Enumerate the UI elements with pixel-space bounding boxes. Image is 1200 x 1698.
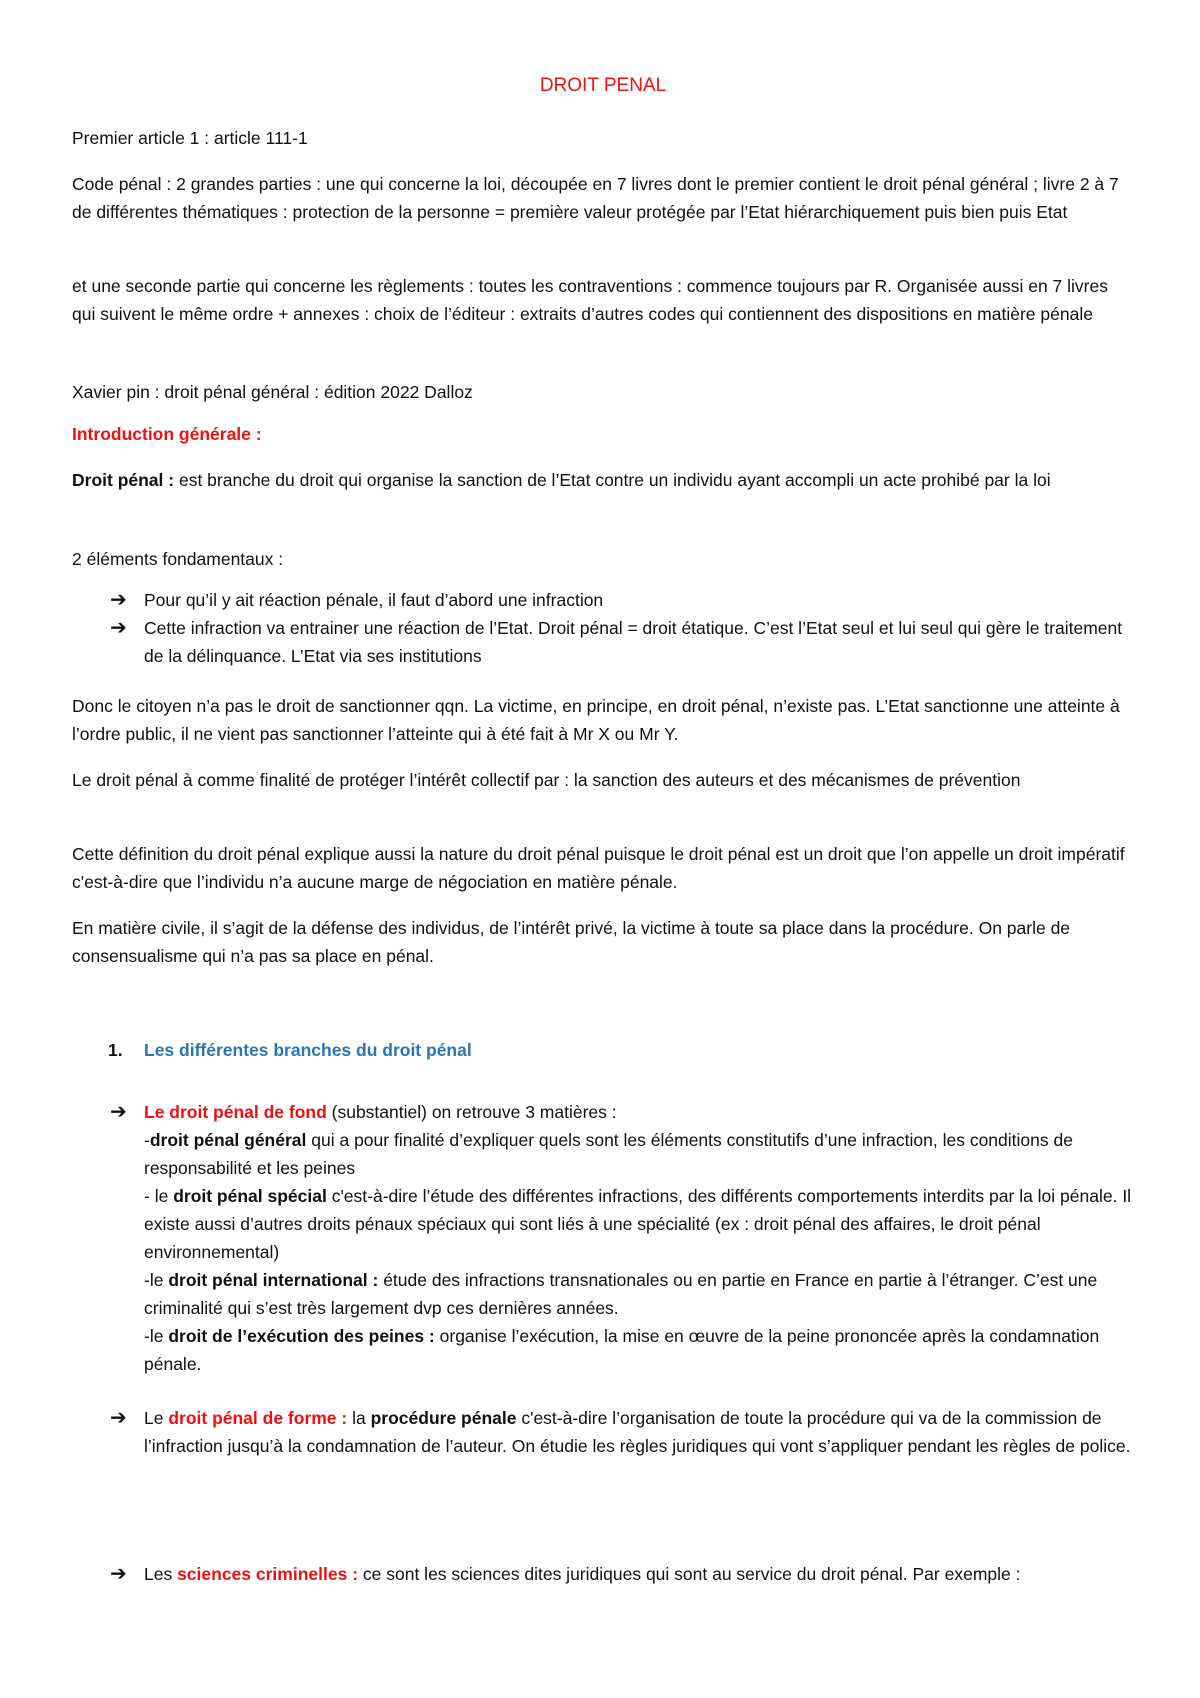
bullet-droit-penal-de-fond	[144, 1098, 1134, 1378]
arrow-bullet-icon: ➔	[110, 1101, 127, 1123]
definition-text: est branche du droit qui organise la sanction de l’Etat contre un individu ayant accompli un acte prohibé par la loi	[174, 470, 1051, 490]
bullet-sciences-criminelles: Les sciences criminelles : ce sont les sciences dites juridiques qui sont au service du droit pénal. Par exemple :	[144, 1564, 1021, 1584]
fond-intro: (substantiel) on retrouve 3 matières :	[326, 1102, 617, 1122]
bullet-droit-penal-de-forme: Le droit pénal de forme : la procédure pénale c'est-à-dire l’organisation de toute la procédure qui va de la commission de l’infraction jusqu’à la condamnation de l’auteur. On étudie les règles juridiques qui vont s’appliquer pendant les règles de police.	[144, 1408, 1131, 1456]
paragraph-reference: Xavier pin : droit pénal général : édition 2022 Dalloz	[72, 382, 473, 402]
section-title: Les différentes branches du droit pénal	[144, 1040, 472, 1060]
section-number: 1.	[108, 1040, 123, 1060]
sciences-term: sciences criminelles :	[177, 1564, 359, 1584]
fond-special: - le droit pénal spécial c'est-à-dire l’étude des différentes infractions, des différents comportements interdits par la loi pénale. Il existe aussi d’autres droits pénaux spéciaux qui sont liés à une spécialité (ex : droit pénal des affaires, le droit pénal environnemental)	[144, 1186, 1132, 1262]
forme-term2: procédure pénale	[370, 1408, 517, 1428]
paragraph-citoyen: Donc le citoyen n’a pas le droit de sanctionner qqn. La victime, en principe, en droit pénal, n’existe pas. L’Etat sanctionne une atteinte à l’ordre public, il ne vient pas sanctionner l’atteinte qui à été fait à Mr X ou Mr Y.	[72, 696, 1120, 744]
fond-international: -le droit pénal international : étude des infractions transnationales ou en partie en France en partie à l’étranger. C’est une criminalité qui s’est très largement dvp ces dernières années.	[144, 1270, 1098, 1318]
paragraph-seconde-partie: et une seconde partie qui concerne les règlements : toutes les contraventions : commence toujours par R. Organisée aussi en 7 livres qui suivent le même ordre + annexes : choix de l’éditeur : extraits d’autres codes qui contiennent des dispositions en matière pénale	[72, 276, 1108, 324]
paragraph-definition: Cette définition du droit pénal explique aussi la nature du droit pénal puisque le droit pénal est un droit que l’on appelle un droit impératif c'est-à-dire que l’individu n’a aucune marge de négociation en matière pénale.	[72, 844, 1125, 892]
arrow-bullet-icon: ➔	[110, 589, 127, 611]
bullet-item: Cette infraction va entrainer une réaction de l’Etat. Droit pénal = droit étatique. C’est l’Etat seul et lui seul qui gère le traitement de la délinquance. L’Etat via ses institutions	[144, 618, 1123, 666]
arrow-bullet-icon: ➔	[110, 1563, 127, 1585]
forme-term: droit pénal de forme :	[168, 1408, 348, 1428]
arrow-bullet-icon: ➔	[110, 1407, 127, 1429]
page-title: DROIT PENAL	[539, 75, 667, 96]
fond-execution: -le droit de l’exécution des peines : organise l’exécution, la mise en œuvre de la peine prononcée après la condamnation pénale.	[144, 1326, 1100, 1374]
paragraph-code-penal: Code pénal : 2 grandes parties : une qui concerne la loi, découpée en 7 livres dont le premier contient le droit pénal général ; livre 2 à 7 de différentes thématiques : protection de la personne = première valeur protégée par l’Etat hiérarchiquement puis bien puis Etat	[72, 174, 1119, 222]
elements-heading: 2 éléments fondamentaux :	[72, 549, 284, 569]
intro-heading: Introduction générale :	[72, 424, 262, 444]
paragraph-article: Premier article 1 : article 111-1	[72, 128, 308, 148]
bullet-item: Pour qu’il y ait réaction pénale, il faut d’abord une infraction	[144, 590, 604, 610]
paragraph-definition-droit-penal	[72, 466, 1134, 494]
fond-general: -droit pénal général qui a pour finalité d’expliquer quels sont les éléments constitutifs d’une infraction, les conditions de responsabilité et les peines	[144, 1130, 1073, 1178]
paragraph-finalite: Le droit pénal à comme finalité de protéger l’intérêt collectif par : la sanction des auteurs et des mécanismes de prévention	[72, 770, 1021, 790]
fond-term: Le droit pénal de fond	[144, 1102, 327, 1122]
arrow-bullet-icon: ➔	[110, 617, 127, 639]
definition-term: Droit pénal :	[72, 470, 175, 490]
paragraph-matiere-civile: En matière civile, il s’agit de la défense des individus, de l’intérêt privé, la victime à toute sa place dans la procédure. On parle de consensualisme qui n’a pas sa place en pénal.	[72, 918, 1071, 966]
